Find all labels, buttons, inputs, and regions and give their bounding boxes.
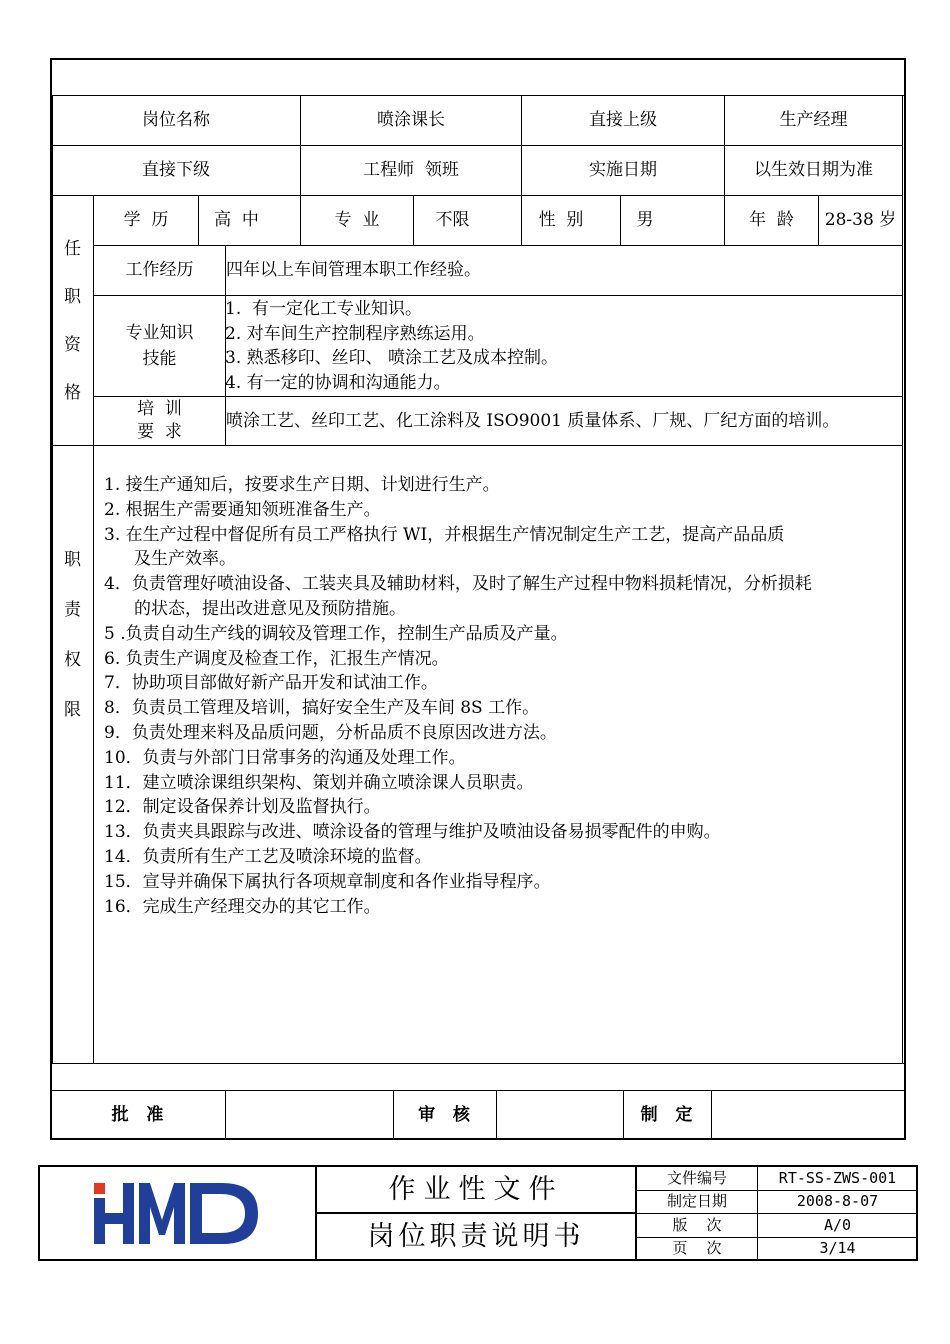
- doc-no-label: 文件编号: [666, 1168, 727, 1187]
- rule: [52, 445, 902, 446]
- approve-label: 批 准: [111, 1104, 166, 1125]
- duties-side-label: [52, 535, 93, 735]
- major-value: 不限: [435, 210, 470, 231]
- effective-date-label: 实施日期: [589, 160, 657, 181]
- duty-item: 8．负责员工管理及培训，搞好安全生产及车间 8S 工作。: [104, 698, 540, 719]
- duty-item: 3. 在生产过程中督促所有员工严格执行 WI，并根据生产情况制定生产工艺，提高产品品质: [104, 524, 785, 545]
- side-char: 责: [64, 600, 81, 620]
- experience-value: 四年以上车间管理本职工作经验。: [226, 260, 481, 281]
- company-logo: [92, 1180, 262, 1246]
- side-char: 资: [64, 334, 81, 355]
- knowledge-item: 3. 熟悉移印、丝印、 喷涂工艺及成本控制。: [225, 348, 559, 368]
- side-char: 限: [64, 700, 81, 720]
- knowledge-label: [94, 296, 225, 396]
- hmd-logo-icon: [92, 1180, 262, 1246]
- position-value: 喷涂课长: [377, 110, 445, 131]
- duty-item: 11．建立喷涂课组织架构、策划并确立喷涂课人员职责。: [104, 772, 534, 793]
- footer-title-bottom: 岗位职责说明书: [367, 1221, 585, 1253]
- prepare-label: 制 定: [640, 1104, 695, 1125]
- effective-date-value: 以生效日期为准: [754, 160, 873, 181]
- rule: [52, 1063, 904, 1064]
- knowledge-item: 4. 有一定的协调和沟通能力。: [225, 372, 451, 393]
- education-label: 学 历: [123, 210, 169, 231]
- knowledge-label-line: 专业知识: [125, 323, 194, 343]
- superior-value: 生产经理: [779, 110, 848, 131]
- duty-item: 1. 接生产通知后，按要求生产日期、计划进行生产。: [104, 475, 500, 495]
- position-label: 岗位名称: [142, 110, 210, 131]
- side-char: 格: [64, 382, 81, 403]
- doc-no-value: RT-SS-ZWS-001: [778, 1168, 897, 1187]
- duty-item: 13．负责夹具跟踪与改进、喷涂设备的管理与维护及喷油设备易损零配件的申购。: [104, 822, 721, 843]
- footer-title-top: 作业性文件: [388, 1173, 564, 1205]
- subordinate-value: 工程师 领班: [363, 160, 459, 181]
- training-label: [94, 397, 225, 445]
- side-char: 职: [64, 286, 81, 307]
- approve-signature-field[interactable]: [226, 1091, 393, 1139]
- education-value: 高 中: [214, 210, 259, 231]
- training-label-line: 要 求: [137, 422, 182, 442]
- page-value: 3/14: [819, 1239, 856, 1258]
- duty-item: 12．制定设备保养计划及监督执行。: [104, 797, 381, 818]
- duty-item-continuation: 的状态，提出改进意见及预防措施。: [134, 598, 406, 619]
- review-signature-field[interactable]: [497, 1091, 623, 1139]
- duty-item: 4．负责管理好喷油设备、工装夹具及辅助材料，及时了解生产过程中物料损耗情况，分析损耗: [104, 574, 812, 595]
- duty-item: 2. 根据生产需要通知领班准备生产。: [104, 499, 381, 520]
- subordinate-label: 直接下级: [142, 160, 210, 181]
- qualification-side-label: [52, 196, 93, 445]
- duty-item: 7．协助项目部做好新产品开发和试油工作。: [104, 673, 438, 694]
- duty-item: 10．负责与外部门日常事务的沟通及处理工作。: [104, 747, 466, 768]
- page-label: 页 次: [672, 1239, 722, 1258]
- review-label: 审 核: [418, 1104, 472, 1125]
- version-value: A/0: [823, 1215, 852, 1234]
- side-char: 任: [64, 238, 81, 259]
- duties-list: [104, 473, 904, 919]
- experience-label: 工作经历: [125, 260, 194, 281]
- age-label: 年 龄: [749, 210, 794, 231]
- age-value: 28-38 岁: [824, 210, 897, 231]
- training-label-line: 培 训: [137, 399, 182, 419]
- side-char: 职: [64, 550, 81, 570]
- duty-item: 6. 负责生产调度及检查工作，汇报生产情况。: [104, 648, 449, 669]
- duty-item: 5 .负责自动生产线的调较及管理工作，控制生产品质及产量。: [104, 623, 568, 644]
- duty-item: 15．宣导并确保下属执行各项规章制度和各作业指导程序。: [104, 871, 551, 892]
- duty-item: 16．完成生产经理交办的其它工作。: [104, 896, 381, 917]
- duty-item: 9．负责处理来料及品质问题，分析品质不良原因改进方法。: [104, 722, 557, 743]
- superior-label: 直接上级: [589, 110, 657, 131]
- knowledge-list: [225, 297, 905, 395]
- major-label: 专 业: [334, 210, 380, 231]
- training-value: 喷涂工艺、丝印工艺、化工涂料及 ISO9001 质量体系、厂规、厂纪方面的培训。: [226, 410, 840, 431]
- duty-item: 14．负责所有生产工艺及喷涂环境的监督。: [104, 846, 432, 867]
- date-value: 2008-8-07: [796, 1192, 879, 1211]
- rule: [93, 445, 94, 1063]
- version-label: 版 次: [672, 1215, 722, 1234]
- knowledge-label-line: 技能: [142, 349, 177, 369]
- duty-item-continuation: 及生产效率。: [134, 549, 236, 570]
- knowledge-item: 1. 有一定化工专业知识。: [225, 299, 423, 319]
- gender-value: 男: [636, 210, 654, 231]
- gender-label: 性 别: [538, 210, 584, 231]
- side-char: 权: [64, 650, 81, 670]
- date-label: 制定日期: [666, 1192, 727, 1211]
- prepare-signature-field[interactable]: [712, 1091, 904, 1139]
- knowledge-item: 2. 对车间生产控制程序熟练运用。: [225, 323, 485, 344]
